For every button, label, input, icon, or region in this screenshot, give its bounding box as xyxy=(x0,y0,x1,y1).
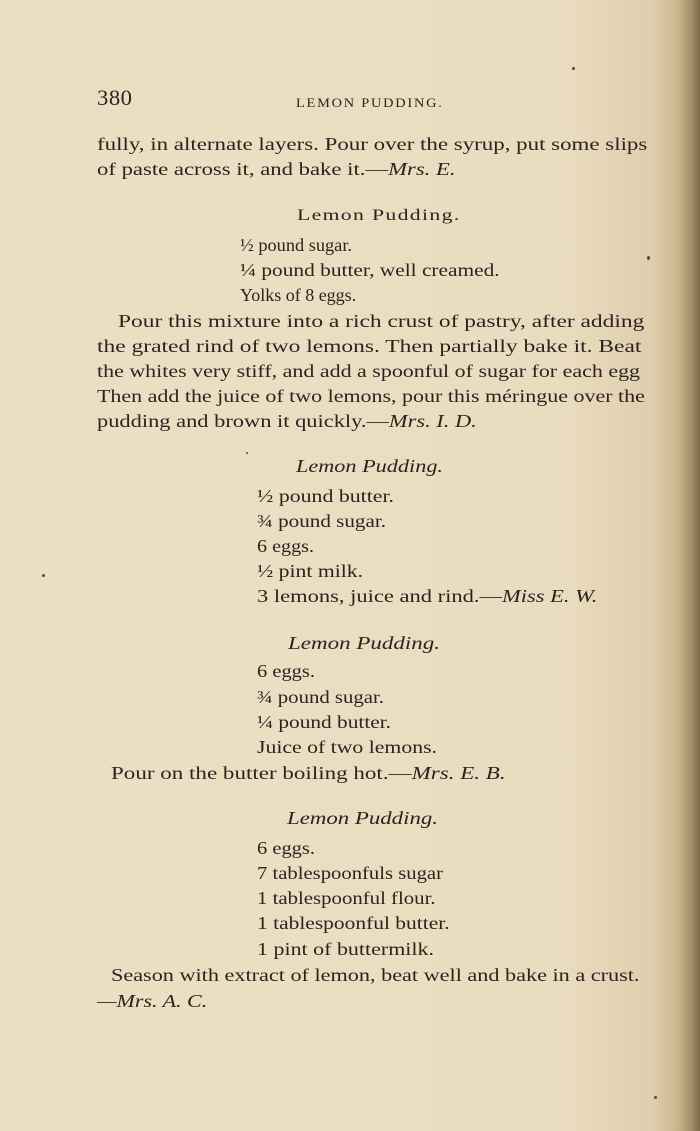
ingredient-line: ¾ pound sugar. xyxy=(257,687,384,707)
paper-speck xyxy=(572,67,575,70)
ingredient-line: ¾ pound sugar. xyxy=(257,511,386,531)
body-line xyxy=(111,761,506,785)
body-text: Pour on the butter boiling hot.— xyxy=(111,763,412,783)
author-signature: Mrs. E. B. xyxy=(411,763,506,783)
running-title: LEMON PUDDING. xyxy=(296,95,444,110)
body-line: Then add the juice of two lemons, pour this méringue over the xyxy=(97,386,645,406)
body-line: the grated rind of two lemons. Then partially bake it. Beat xyxy=(97,336,642,356)
recipe-title: Lemon Pudding. xyxy=(288,633,440,653)
body-line: the whites very stiff, and add a spoonful of sugar for each egg xyxy=(97,361,641,381)
ingredient-line: ¼ pound butter. xyxy=(257,712,391,732)
recipe-title: Lemon Pudding. xyxy=(296,456,443,476)
author-signature: —Mrs. A. C. xyxy=(97,991,208,1011)
body-text: pudding and brown it quickly.— xyxy=(97,411,389,431)
author-signature: Miss E. W. xyxy=(501,586,598,606)
ingredient-line: ½ pound butter. xyxy=(257,486,394,506)
ingredient-line: ½ pint milk. xyxy=(257,561,364,581)
body-line: Season with extract of lemon, beat well and bake in a crust. xyxy=(111,965,640,985)
ingredient-line: 6 eggs. xyxy=(257,661,315,681)
author-signature: Mrs. I. D. xyxy=(388,411,477,431)
recipe-title: Lemon Pudding. xyxy=(297,207,461,224)
body-line xyxy=(97,409,477,433)
body-line: fully, in alternate layers. Pour over the syrup, put some slips xyxy=(97,134,648,154)
ingredient-line: 1 tablespoonful flour. xyxy=(257,888,436,908)
paper-speck xyxy=(654,1096,657,1099)
body-line: Pour this mixture into a rich crust of pastry, after adding xyxy=(118,311,645,331)
ingredient-line: Yolks of 8 eggs. xyxy=(240,285,357,305)
ingredient-line: ½ pound sugar. xyxy=(240,235,352,255)
ingredient-line: 1 pint of buttermilk. xyxy=(257,939,434,959)
ingredient-line: 6 eggs. xyxy=(257,536,314,556)
ingredient-line xyxy=(257,584,597,608)
paper-speck xyxy=(246,452,248,454)
ingredient-line: 1 tablespoonful butter. xyxy=(257,913,450,933)
page-spine-shadow xyxy=(678,0,700,1131)
ingredient-line: ¼ pound butter, well creamed. xyxy=(240,260,500,280)
ingredient-line: 6 eggs. xyxy=(257,838,315,858)
ingredient-line: Juice of two lemons. xyxy=(257,737,437,757)
paper-speck xyxy=(42,574,45,577)
body-text: 3 lemons, juice and rind.— xyxy=(257,586,502,606)
recipe-title: Lemon Pudding. xyxy=(287,808,438,828)
body-line xyxy=(97,157,456,181)
body-text: of paste across it, and bake it.— xyxy=(97,159,389,179)
ingredient-line: 7 tablespoonfuls sugar xyxy=(257,863,443,883)
author-signature: Mrs. E. xyxy=(388,159,456,179)
page-number: 380 xyxy=(97,85,133,110)
paper-speck xyxy=(647,256,650,260)
